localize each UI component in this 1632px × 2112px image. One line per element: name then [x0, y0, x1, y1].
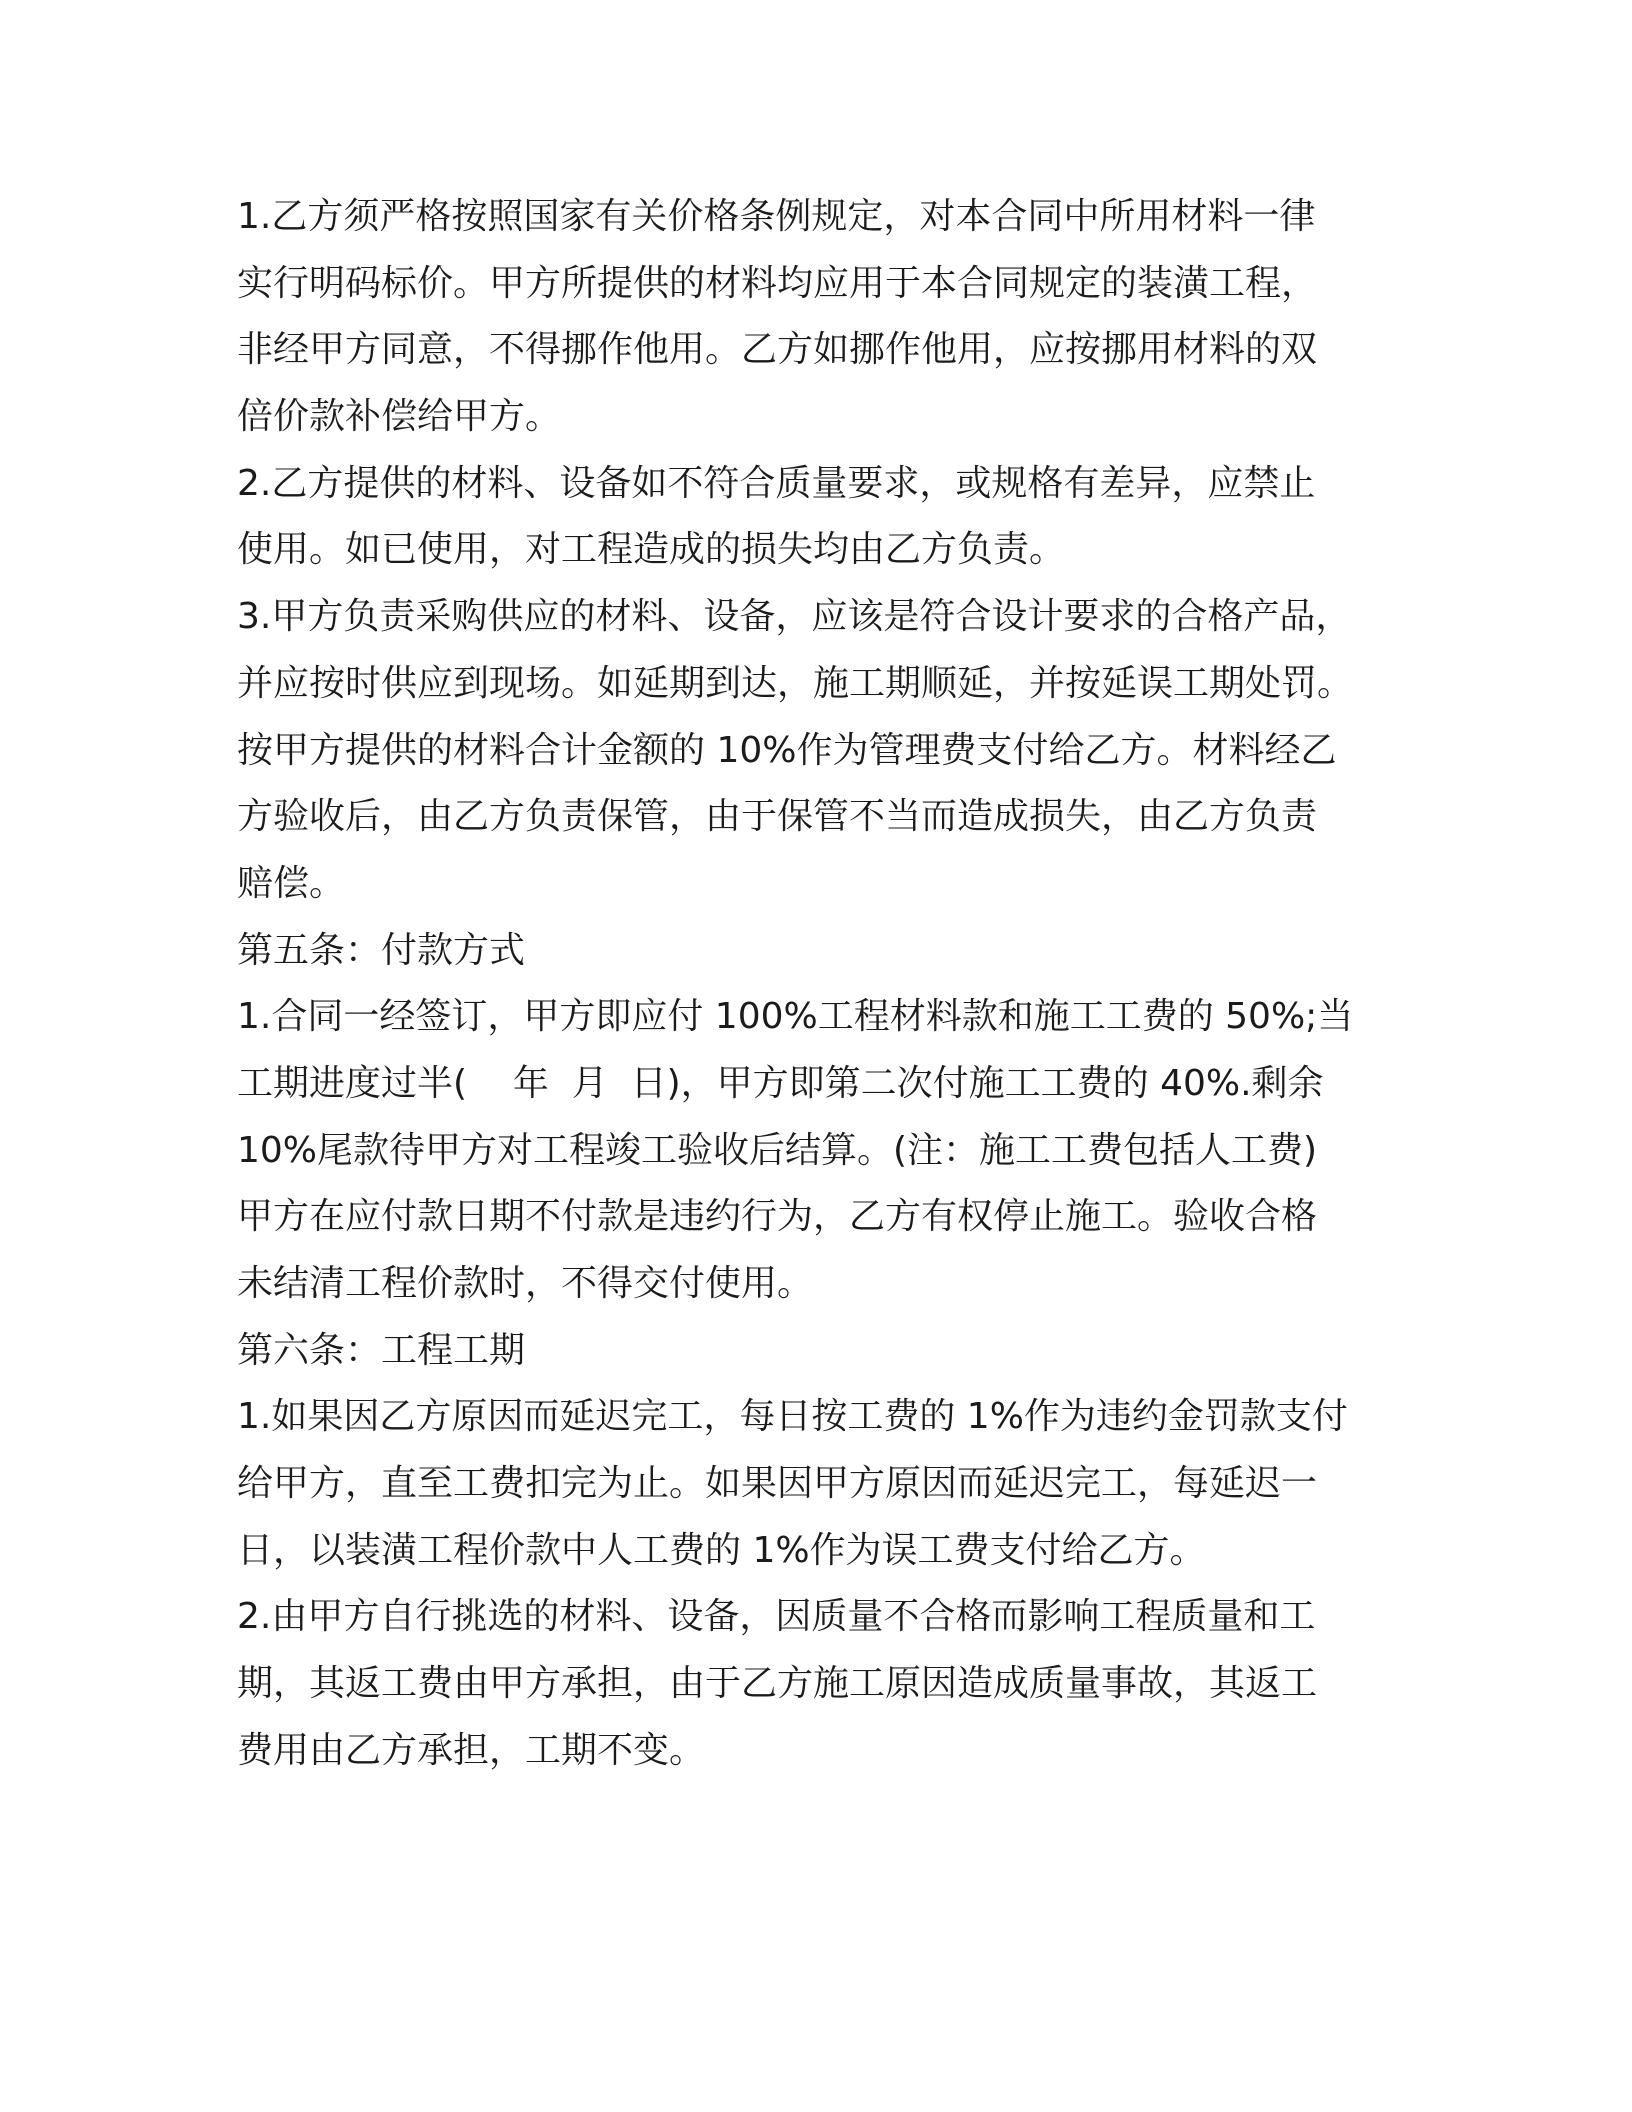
text-line: 未结清工程价款时，不得交付使用。 [237, 1263, 814, 1304]
text-line: 1.乙方须严格按照国家有关价格条例规定，对本合同中所用材料一律 [237, 196, 1316, 237]
text-line: 实行明码标价。甲方所提供的材料均应用于本合同规定的装潢工程， [237, 262, 1318, 304]
text-line: 使用。如已使用，对工程造成的损失均由乙方负责。 [237, 529, 1066, 571]
text-line: 方验收后，由乙方负责保管，由于保管不当而造成损失，由乙方负责 [237, 796, 1318, 838]
text-line: 1.合同一经签订，甲方即应付 100%工程材料款和施工工费的 50%;当 [237, 996, 1354, 1038]
text-line: 日，以装潢工程价款中人工费的 1%作为误工费支付给乙方。 [237, 1529, 1206, 1571]
text-line: 费用由乙方承担，工期不变。 [237, 1729, 706, 1771]
text-line: 10%尾款待甲方对工程竣工验收后结算。(注：施工工费包括人工费) [237, 1129, 1318, 1171]
section-heading: 第五条：付款方式 [237, 929, 526, 971]
text-line: 2.由甲方自行挑选的材料、设备，因质量不合格而影响工程质量和工 [237, 1596, 1316, 1638]
text-line: 3.甲方负责采购供应的材料、设备，应该是符合设计要求的合格产品， [237, 596, 1352, 638]
text-line: 1.如果因乙方原因而延迟完工，每日按工费的 1%作为违约金罚款支付 [237, 1396, 1348, 1438]
text-line: 赔偿。 [237, 862, 346, 904]
text-line: 非经甲方同意，不得挪作他用。乙方如挪作他用，应按挪用材料的双 [237, 329, 1318, 371]
text-line: 甲方在应付款日期不付款是违约行为，乙方有权停止施工。验收合格 [237, 1196, 1318, 1238]
text-line: 倍价款补偿给甲方。 [237, 396, 562, 438]
text-line: 期，其返工费由甲方承担，由于乙方施工原因造成质量事故，其返工 [237, 1663, 1318, 1705]
document-body [237, 184, 1577, 1785]
text-line: 工期进度过半( 年 月 日)，甲方即第二次付施工工费的 40%.剩余 [237, 1062, 1324, 1104]
text-line: 按甲方提供的材料合计金额的 10%作为管理费支付给乙方。材料经乙 [237, 729, 1337, 771]
text-line: 给甲方，直至工费扣完为止。如果因甲方原因而延迟完工，每延迟一 [237, 1463, 1318, 1505]
text-line: 2.乙方提供的材料、设备如不符合质量要求，或规格有差异，应禁止 [237, 462, 1316, 504]
section-heading: 第六条：工程工期 [237, 1329, 526, 1371]
text-line: 并应按时供应到现场。如延期到达，施工期顺延，并按延误工期处罚。 [237, 662, 1354, 704]
